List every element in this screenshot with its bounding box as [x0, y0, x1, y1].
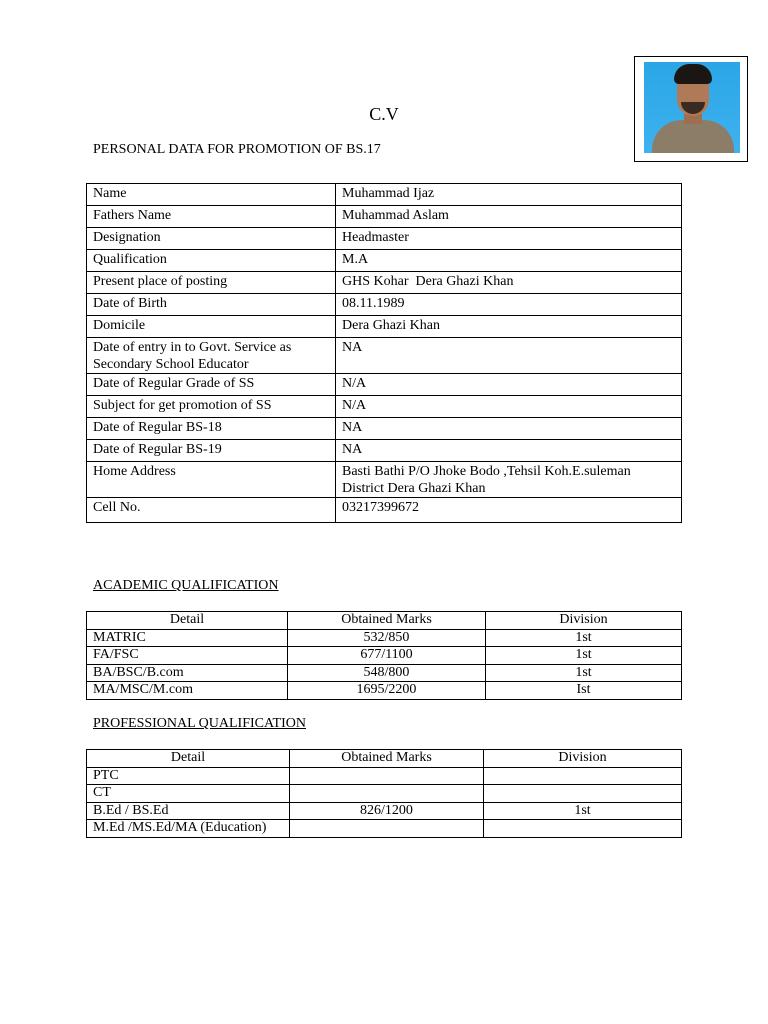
table-cell: 826/1200 [290, 802, 484, 820]
column-header: Obtained Marks [288, 612, 486, 630]
table-header-row [87, 612, 682, 630]
personal-data-table [86, 183, 682, 523]
table-cell: MATRIC [87, 629, 288, 647]
field-value: Dera Ghazi Khan [336, 316, 682, 338]
table-row [87, 785, 682, 803]
academic-table [86, 611, 682, 700]
field-value: N/A [336, 396, 682, 418]
table-cell: 1st [484, 802, 682, 820]
table-cell: 677/1100 [288, 647, 486, 665]
table-cell: M.Ed /MS.Ed/MA (Education) [87, 820, 290, 838]
field-value: 08.11.1989 [336, 294, 682, 316]
field-value: M.A [336, 250, 682, 272]
table-cell: 548/800 [288, 664, 486, 682]
document-title: C.V [369, 104, 399, 124]
column-header: Division [484, 750, 682, 768]
table-row [87, 338, 682, 374]
table-row [87, 440, 682, 462]
field-label: Present place of posting [87, 272, 336, 294]
academic-heading: ACADEMIC QUALIFICATION [93, 578, 279, 593]
field-label: Domicile [87, 316, 336, 338]
photo-hair [674, 64, 712, 84]
table-row [87, 629, 682, 647]
table-cell: 1st [486, 647, 682, 665]
table-row [87, 206, 682, 228]
table-row [87, 418, 682, 440]
field-label: Date of Regular BS-18 [87, 418, 336, 440]
table-cell: MA/MSC/M.com [87, 682, 288, 700]
column-header: Detail [87, 750, 290, 768]
table-row [87, 647, 682, 665]
field-value: Muhammad Ijaz [336, 184, 682, 206]
table-cell: B.Ed / BS.Ed [87, 802, 290, 820]
column-header: Obtained Marks [290, 750, 484, 768]
table-cell: 1st [486, 629, 682, 647]
table-cell: 532/850 [288, 629, 486, 647]
field-label: Date of Regular Grade of SS [87, 374, 336, 396]
table-cell [290, 767, 484, 785]
field-label: Home Address [87, 462, 336, 498]
table-row [87, 664, 682, 682]
table-row [87, 228, 682, 250]
table-header-row [87, 750, 682, 768]
table-row [87, 820, 682, 838]
table-row [87, 682, 682, 700]
field-value: Basti Bathi P/O Jhoke Bodo ,Tehsil Koh.E.suleman District Dera Ghazi Khan [336, 462, 682, 498]
document-subtitle: PERSONAL DATA FOR PROMOTION OF BS.17 [93, 142, 381, 157]
field-value: GHS Kohar Dera Ghazi Khan [336, 272, 682, 294]
table-cell [484, 785, 682, 803]
field-value: NA [336, 418, 682, 440]
table-cell: PTC [87, 767, 290, 785]
table-cell [484, 820, 682, 838]
field-label: Qualification [87, 250, 336, 272]
table-cell [290, 785, 484, 803]
table-cell: CT [87, 785, 290, 803]
field-label: Date of Birth [87, 294, 336, 316]
table-row [87, 294, 682, 316]
field-value: Muhammad Aslam [336, 206, 682, 228]
table-row [87, 250, 682, 272]
field-label: Designation [87, 228, 336, 250]
field-value: NA [336, 440, 682, 462]
table-row [87, 462, 682, 498]
table-row [87, 272, 682, 294]
field-value: 03217399672 [336, 498, 682, 523]
table-row [87, 396, 682, 418]
table-cell: BA/BSC/B.com [87, 664, 288, 682]
table-cell [484, 767, 682, 785]
table-cell: 1st [486, 664, 682, 682]
professional-table [86, 749, 682, 838]
table-cell: Ist [486, 682, 682, 700]
field-value: N/A [336, 374, 682, 396]
table-row [87, 767, 682, 785]
field-value: Headmaster [336, 228, 682, 250]
table-cell: FA/FSC [87, 647, 288, 665]
field-label: Subject for get promotion of SS [87, 396, 336, 418]
table-row [87, 498, 682, 523]
column-header: Division [486, 612, 682, 630]
field-value: NA [336, 338, 682, 374]
field-label: Date of Regular BS-19 [87, 440, 336, 462]
table-row [87, 374, 682, 396]
table-cell [290, 820, 484, 838]
column-header: Detail [87, 612, 288, 630]
table-row [87, 184, 682, 206]
field-label: Fathers Name [87, 206, 336, 228]
table-cell: 1695/2200 [288, 682, 486, 700]
table-row [87, 802, 682, 820]
field-label: Date of entry in to Govt. Service as Secondary School Educator [87, 338, 336, 374]
field-label: Name [87, 184, 336, 206]
table-row [87, 316, 682, 338]
field-label: Cell No. [87, 498, 336, 523]
professional-heading: PROFESSIONAL QUALIFICATION [93, 716, 306, 731]
